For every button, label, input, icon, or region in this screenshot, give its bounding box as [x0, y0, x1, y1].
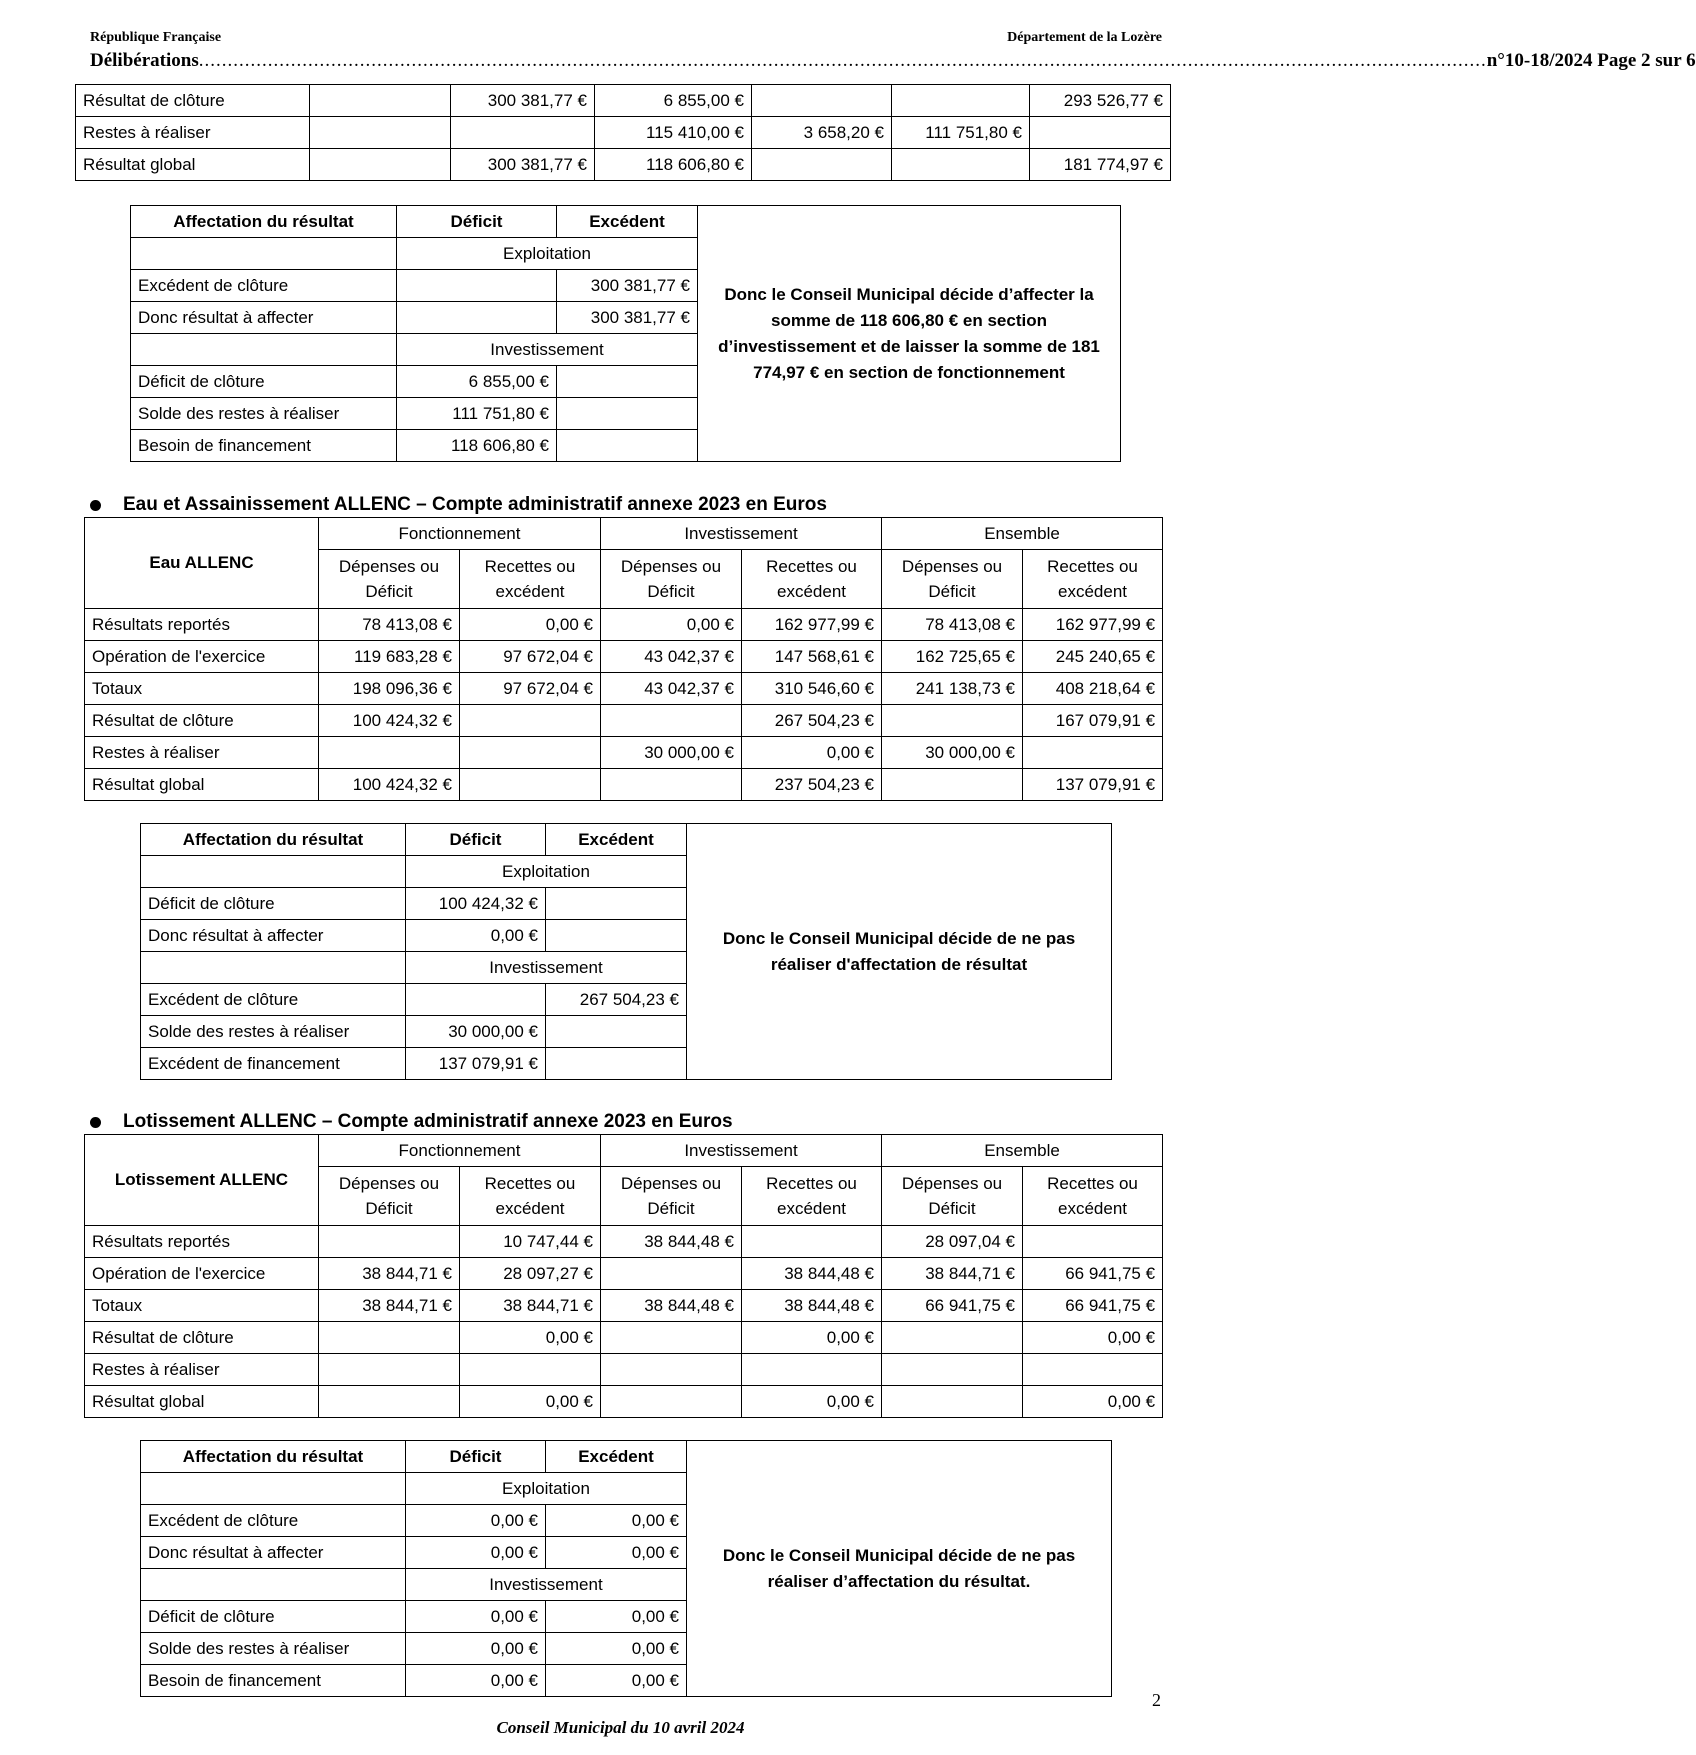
row-label: Donc résultat à affecter: [131, 302, 397, 334]
table-row: Totaux 198 096,36 € 97 672,04 € 43 042,37 € 310 546,60 € 241 138,73 € 408 218,64 €: [85, 673, 1163, 705]
group-header: Ensemble: [882, 1135, 1163, 1167]
row-label: Opération de l'exercice: [85, 1258, 319, 1290]
table-row: Résultat global 100 424,32 € 237 504,23 € 137 079,91 €: [85, 769, 1163, 801]
row-label: Déficit de clôture: [141, 888, 406, 920]
row-label: Solde des restes à réaliser: [141, 1633, 406, 1665]
row-label: Donc résultat à affecter: [141, 1537, 406, 1569]
sub-header: Dépenses ou Déficit: [882, 550, 1023, 609]
row-label: Excédent de clôture: [141, 984, 406, 1016]
section-label-investissement: Investissement: [406, 952, 687, 984]
row-label: Besoin de financement: [141, 1665, 406, 1697]
row-label: Résultat global: [76, 149, 310, 181]
cell-value: 118 606,80 €: [595, 149, 752, 181]
table-row: [76, 85, 1171, 117]
row-label: Résultat de clôture: [76, 85, 310, 117]
section-label-investissement: Investissement: [397, 334, 698, 366]
affectation-header: Affectation du résultat: [141, 824, 406, 856]
affectation-table-2: Affectation du résultat Déficit Excédent Donc le Conseil Municipal décide de ne pas réaliser d'affectation de résultat Exploitation Déficit de clôture 100 424,32 € Donc résultat à affecter 0,00 € Investissement Excédent de clôture 267 504,23 € Solde des restes à réaliser 30 000,00 € Excédent de financement 137 079,91 €: [140, 823, 1112, 1080]
cell-value: 300 381,77 €: [451, 149, 595, 181]
table-row: Résultats reportés 10 747,44 € 38 844,48 € 28 097,04 €: [85, 1226, 1163, 1258]
deliberations-title: Délibérations: [90, 50, 199, 71]
row-label: Restes à réaliser: [85, 1354, 319, 1386]
top-continuation-table: [75, 84, 1171, 181]
sub-header: Recettes ou excédent: [742, 550, 882, 609]
council-decision: Donc le Conseil Municipal décide de ne pas réaliser d’affectation du résultat.: [687, 1441, 1112, 1697]
sub-header: Dépenses ou Déficit: [882, 1167, 1023, 1226]
council-decision: Donc le Conseil Municipal décide de ne pas réaliser d'affectation de résultat: [687, 824, 1112, 1080]
row-label: Résultat global: [85, 1386, 319, 1418]
table-row: Résultat de clôture 0,00 € 0,00 € 0,00 €: [85, 1322, 1163, 1354]
footer-text: Conseil Municipal du 10 avril 2024: [496, 1718, 745, 1737]
cell-value: 111 751,80 €: [892, 117, 1030, 149]
group-header: Investissement: [601, 518, 882, 550]
group-header: Fonctionnement: [319, 1135, 601, 1167]
sub-header: Recettes ou excédent: [460, 1167, 601, 1226]
sub-header: Recettes ou excédent: [1023, 1167, 1163, 1226]
row-label: Excédent de financement: [141, 1048, 406, 1080]
table-row: [76, 117, 1171, 149]
cell-value: 300 381,77 €: [451, 85, 595, 117]
section-label-investissement: Investissement: [406, 1569, 687, 1601]
sub-header: Dépenses ou Déficit: [601, 550, 742, 609]
table-row: Résultats reportés 78 413,08 € 0,00 € 0,00 € 162 977,99 € 78 413,08 € 162 977,99 €: [85, 609, 1163, 641]
bullet-icon: [90, 1117, 101, 1128]
deficit-header: Déficit: [406, 1441, 546, 1473]
cell-value: 115 410,00 €: [595, 117, 752, 149]
affectation-table-1: Affectation du résultat Déficit Excédent Donc le Conseil Municipal décide d’affecter la somme de 118 606,80 € en section d’investissement et de laisser la somme de 181 774,97 € en section de fonctionnement Exploitation Excédent de clôture 300 381,77 € Donc résultat à affecter 300 381,77 € Investissement Déficit de clôture 6 855,00 € Solde des restes à réaliser 111 751,80 € Besoin de financement 118 606,80 €: [130, 205, 1121, 462]
row-label: Résultat de clôture: [85, 1322, 319, 1354]
table-row: [85, 1354, 1163, 1386]
table-row: Restes à réaliser 30 000,00 € 0,00 € 30 000,00 €: [85, 737, 1163, 769]
table-row: Opération de l'exercice 119 683,28 € 97 672,04 € 43 042,37 € 147 568,61 € 162 725,65 € 245 240,65 €: [85, 641, 1163, 673]
cell-value: 181 774,97 €: [1030, 149, 1171, 181]
table-row: Résultat global 0,00 € 0,00 € 0,00 €: [85, 1386, 1163, 1418]
excedent-header: Excédent: [557, 206, 698, 238]
sub-header: Recettes ou excédent: [460, 550, 601, 609]
cell-value: 6 855,00 €: [595, 85, 752, 117]
bullet-icon: [90, 500, 101, 511]
page-number: 2: [1152, 1690, 1161, 1710]
table-row: [76, 149, 1171, 181]
row-label: Solde des restes à réaliser: [141, 1016, 406, 1048]
row-label: Résultat de clôture: [85, 705, 319, 737]
row-label: Donc résultat à affecter: [141, 920, 406, 952]
row-label: Résultat global: [85, 769, 319, 801]
section-label-exploitation: Exploitation: [397, 238, 698, 270]
section-label-exploitation: Exploitation: [406, 1473, 687, 1505]
excedent-header: Excédent: [546, 824, 687, 856]
row-label: Besoin de financement: [131, 430, 397, 462]
header-dots: ................................................................................................................................................................................................................................: [198, 50, 1487, 71]
deliberation-ref: n°10-18/2024 Page 2 sur 6: [1486, 50, 1696, 71]
row-label: Résultats reportés: [85, 1226, 319, 1258]
affectation-header: Affectation du résultat: [131, 206, 397, 238]
row-label: Solde des restes à réaliser: [131, 398, 397, 430]
row-label: Restes à réaliser: [85, 737, 319, 769]
eau-allenc-table: [84, 517, 1163, 801]
excedent-header: Excédent: [546, 1441, 687, 1473]
row-label: Excédent de clôture: [131, 270, 397, 302]
section-title-lotissement: Lotissement ALLENC – Compte administratif annexe 2023 en Euros: [90, 1111, 733, 1133]
row-label: Déficit de clôture: [131, 366, 397, 398]
row-label: Restes à réaliser: [76, 117, 310, 149]
sub-header: Recettes ou excédent: [1023, 550, 1163, 609]
sub-header: Recettes ou excédent: [742, 1167, 882, 1226]
deficit-header: Déficit: [406, 824, 546, 856]
row-label: Résultats reportés: [85, 609, 319, 641]
row-label: Déficit de clôture: [141, 1601, 406, 1633]
cell-value: 3 658,20 €: [752, 117, 892, 149]
row-label: Excédent de clôture: [141, 1505, 406, 1537]
group-header: Investissement: [601, 1135, 882, 1167]
lotissement-allenc-table: [84, 1134, 1163, 1418]
table-label: Lotissement ALLENC: [85, 1135, 319, 1226]
council-decision: Donc le Conseil Municipal décide d’affecter la somme de 118 606,80 € en section d’investissement et de laisser la somme de 181 774,97 € en section de fonctionnement: [698, 206, 1121, 462]
department-label: Département de la Lozère: [1007, 30, 1162, 45]
row-label: Totaux: [85, 1290, 319, 1322]
sub-header: Dépenses ou Déficit: [319, 550, 460, 609]
group-header: Ensemble: [882, 518, 1163, 550]
group-header: Fonctionnement: [319, 518, 601, 550]
section-title-eau: Eau et Assainissement ALLENC – Compte administratif annexe 2023 en Euros: [90, 494, 827, 516]
sub-header: Dépenses ou Déficit: [601, 1167, 742, 1226]
table-row: Totaux 38 844,71 € 38 844,71 € 38 844,48 € 38 844,48 € 66 941,75 € 66 941,75 €: [85, 1290, 1163, 1322]
sub-header: Dépenses ou Déficit: [319, 1167, 460, 1226]
deliberation-header-line: [90, 50, 1696, 72]
table-row: Résultat de clôture 100 424,32 € 267 504,23 € 167 079,91 €: [85, 705, 1163, 737]
row-label: Opération de l'exercice: [85, 641, 319, 673]
cell-value: 293 526,77 €: [1030, 85, 1171, 117]
affectation-header: Affectation du résultat: [141, 1441, 406, 1473]
republic-label: République Française: [90, 30, 222, 45]
row-label: Totaux: [85, 673, 319, 705]
affectation-table-3: Affectation du résultat Déficit Excédent Donc le Conseil Municipal décide de ne pas réaliser d’affectation du résultat. Exploitation Excédent de clôture 0,00 € 0,00 € Donc résultat à affecter 0,00 € 0,00 € Investissement Déficit de clôture 0,00 € 0,00 € Solde des restes à réaliser 0,00 € 0,00 € Besoin de financement 0,00 € 0,00 €: [140, 1440, 1112, 1697]
table-label: Eau ALLENC: [85, 518, 319, 609]
table-row: Opération de l'exercice 38 844,71 € 28 097,27 € 38 844,48 € 38 844,71 € 66 941,75 €: [85, 1258, 1163, 1290]
section-label-exploitation: Exploitation: [406, 856, 687, 888]
deficit-header: Déficit: [397, 206, 557, 238]
